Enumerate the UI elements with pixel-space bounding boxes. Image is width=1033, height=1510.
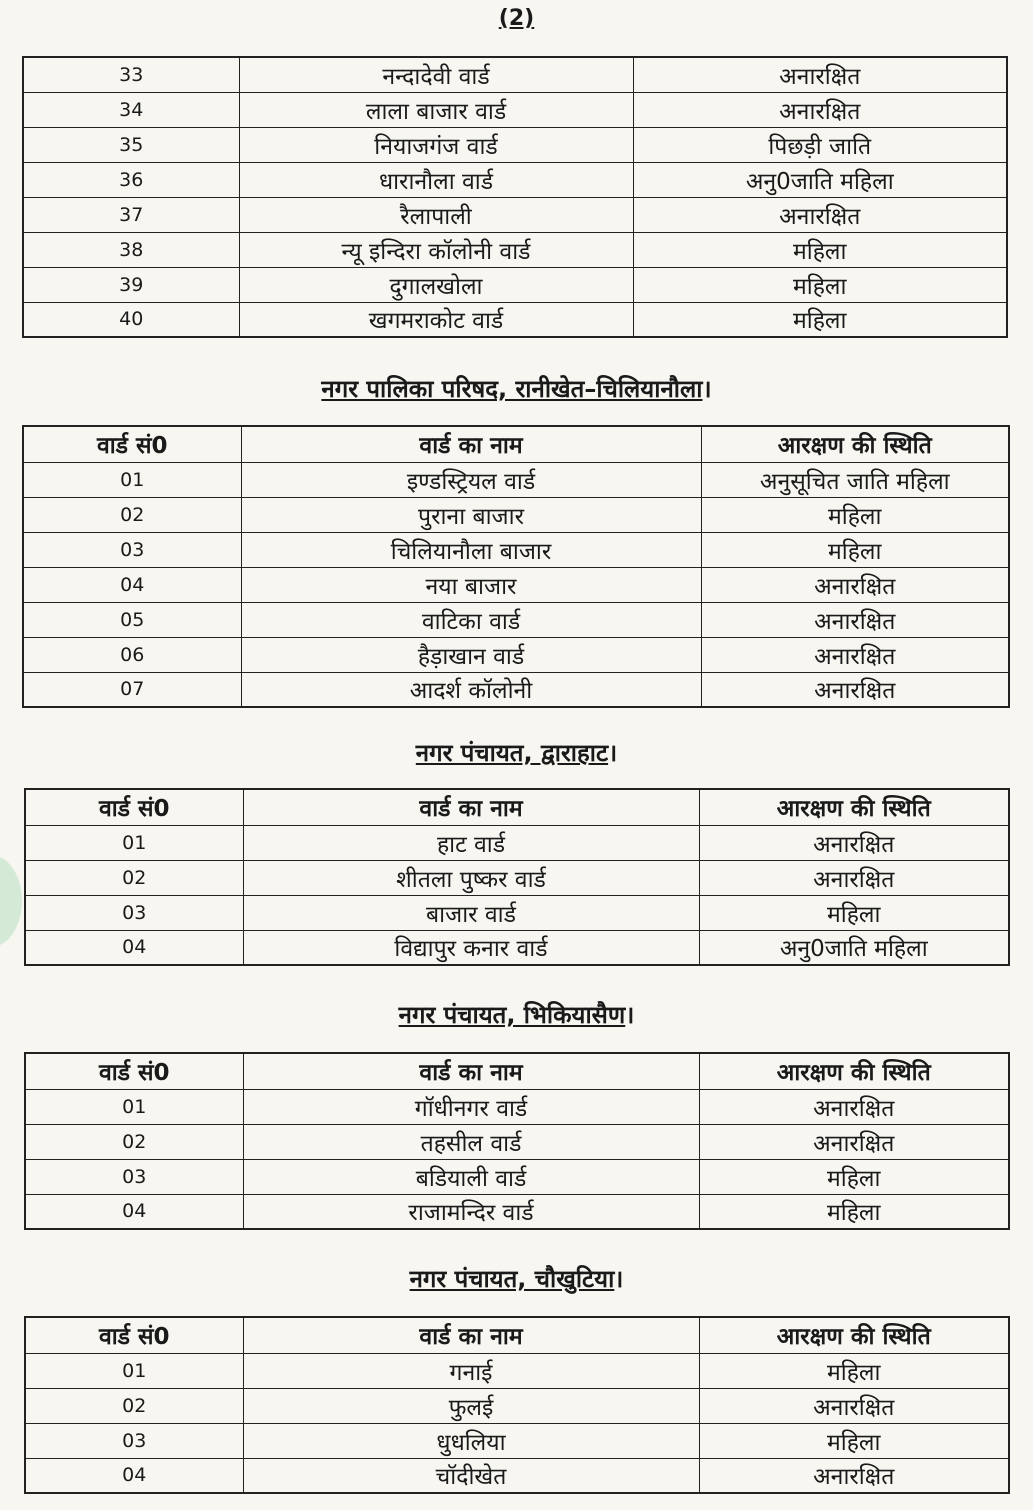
ward-number: 04 — [25, 930, 243, 965]
ward-name: राजामन्दिर वार्ड — [243, 1194, 699, 1229]
reservation-status: अनारक्षित — [699, 1089, 1009, 1124]
ward-number: 36 — [23, 162, 239, 197]
table-header-row — [23, 426, 1009, 462]
reservation-status: महिला — [699, 895, 1009, 930]
ward-name: नियाजगंज वार्ड — [239, 127, 633, 162]
table-row — [23, 197, 1007, 232]
ward-number: 03 — [25, 1423, 243, 1458]
table-row — [23, 302, 1007, 337]
page-number: (2) — [498, 6, 535, 31]
ward-number: 03 — [25, 895, 243, 930]
table-row — [23, 497, 1009, 532]
section-title: नगर पंचायत, चौखुटिया — [409, 1265, 615, 1293]
section-title: नगर पंचायत, भिकियासैण — [398, 1001, 626, 1029]
column-header-ward-name: वार्ड का नाम — [241, 426, 701, 462]
column-header-reservation: आरक्षण की स्थिति — [701, 426, 1009, 462]
table-row — [23, 92, 1007, 127]
column-header-reservation: आरक्षण की स्थिति — [699, 1053, 1009, 1089]
ward-number: 05 — [23, 602, 241, 637]
table-row — [23, 637, 1009, 672]
column-header-reservation: आरक्षण की स्थिति — [699, 1317, 1009, 1353]
column-header-ward-name: वार्ड का नाम — [243, 789, 699, 825]
table-row — [25, 1194, 1009, 1229]
table-row — [23, 127, 1007, 162]
ward-number: 38 — [23, 232, 239, 267]
ward-table-continued — [22, 56, 1008, 338]
reservation-status: अनारक्षित — [633, 92, 1007, 127]
table-row — [25, 1388, 1009, 1423]
ward-name: वाटिका वार्ड — [241, 602, 701, 637]
table-row — [23, 567, 1009, 602]
ward-number: 03 — [25, 1159, 243, 1194]
ward-number: 33 — [23, 57, 239, 92]
reservation-status: महिला — [699, 1194, 1009, 1229]
ward-number: 39 — [23, 267, 239, 302]
reservation-status: महिला — [699, 1353, 1009, 1388]
ward-table-dwarahat — [24, 788, 1010, 966]
ward-name: बाजार वार्ड — [243, 895, 699, 930]
table-row — [23, 57, 1007, 92]
reservation-status: अनारक्षित — [701, 637, 1009, 672]
reservation-status: महिला — [633, 267, 1007, 302]
ward-number: 01 — [23, 462, 241, 497]
table-row — [25, 1458, 1009, 1493]
ward-number: 04 — [25, 1194, 243, 1229]
table-row — [25, 1423, 1009, 1458]
ward-name: तहसील वार्ड — [243, 1124, 699, 1159]
ward-name: रैलापाली — [239, 197, 633, 232]
ward-name: शीतला पुष्कर वार्ड — [243, 860, 699, 895]
section-heading — [0, 372, 1033, 405]
table-row — [25, 930, 1009, 965]
section-title: नगर पालिका परिषद, रानीखेत–चिलियानौला — [321, 375, 703, 403]
ward-number: 07 — [23, 672, 241, 707]
ward-name: फुलई — [243, 1388, 699, 1423]
column-header-ward-no: वार्ड सं0 — [23, 426, 241, 462]
ward-name: चॉदीखेत — [243, 1458, 699, 1493]
table-row — [25, 1089, 1009, 1124]
ward-table-bhikiyasain — [24, 1052, 1010, 1230]
reservation-status: अनुसूचित जाति महिला — [701, 462, 1009, 497]
ward-table-ranikhet — [22, 425, 1010, 708]
ward-name: लाला बाजार वार्ड — [239, 92, 633, 127]
ward-name: धुधलिया — [243, 1423, 699, 1458]
ward-number: 02 — [25, 1388, 243, 1423]
ward-number: 01 — [25, 825, 243, 860]
table-row — [23, 532, 1009, 567]
ward-table-chaukhutiya — [24, 1316, 1010, 1494]
table-header-row — [25, 1053, 1009, 1089]
ward-number: 35 — [23, 127, 239, 162]
ward-name: नया बाजार — [241, 567, 701, 602]
table-row — [25, 1353, 1009, 1388]
table-row — [23, 602, 1009, 637]
ward-name: हैड़ाखान वार्ड — [241, 637, 701, 672]
reservation-status: महिला — [701, 497, 1009, 532]
reservation-status: अनारक्षित — [633, 197, 1007, 232]
ward-number: 02 — [23, 497, 241, 532]
reservation-status: महिला — [633, 302, 1007, 337]
reservation-status: अनारक्षित — [699, 860, 1009, 895]
reservation-status: अनु0जाति महिला — [699, 930, 1009, 965]
section-heading — [0, 1262, 1033, 1295]
ward-name: विद्यापुर कनार वार्ड — [243, 930, 699, 965]
danda: । — [614, 1265, 624, 1293]
ward-name: गनाई — [243, 1353, 699, 1388]
column-header-ward-name: वार्ड का नाम — [243, 1317, 699, 1353]
reservation-status: महिला — [701, 532, 1009, 567]
table-row — [23, 672, 1009, 707]
ward-number: 02 — [25, 1124, 243, 1159]
reservation-status: अनारक्षित — [699, 1124, 1009, 1159]
section-heading — [0, 998, 1033, 1031]
ward-number: 04 — [23, 567, 241, 602]
reservation-status: अनारक्षित — [701, 672, 1009, 707]
ward-name: आदर्श कॉलोनी — [241, 672, 701, 707]
reservation-status: अनारक्षित — [633, 57, 1007, 92]
ward-name: धारानौला वार्ड — [239, 162, 633, 197]
ward-number: 04 — [25, 1458, 243, 1493]
reservation-status: पिछड़ी जाति — [633, 127, 1007, 162]
table-row — [25, 895, 1009, 930]
reservation-status: महिला — [699, 1159, 1009, 1194]
ward-name: नन्दादेवी वार्ड — [239, 57, 633, 92]
table-row — [25, 860, 1009, 895]
ward-number: 02 — [25, 860, 243, 895]
ward-name: दुगालखोला — [239, 267, 633, 302]
column-header-ward-no: वार्ड सं0 — [25, 1053, 243, 1089]
ward-name: गॉधीनगर वार्ड — [243, 1089, 699, 1124]
table-row — [23, 267, 1007, 302]
reservation-status: महिला — [699, 1423, 1009, 1458]
reservation-status: अनारक्षित — [701, 602, 1009, 637]
column-header-reservation: आरक्षण की स्थिति — [699, 789, 1009, 825]
table-row — [23, 162, 1007, 197]
ward-name: हाट वार्ड — [243, 825, 699, 860]
table-row — [25, 825, 1009, 860]
section-title: नगर पंचायत, द्वाराहाट — [415, 739, 609, 767]
table-header-row — [25, 1317, 1009, 1353]
ward-name: पुराना बाजार — [241, 497, 701, 532]
table-row — [23, 462, 1009, 497]
ward-number: 34 — [23, 92, 239, 127]
ward-name: इण्डस्ट्रियल वार्ड — [241, 462, 701, 497]
reservation-status: अनारक्षित — [699, 825, 1009, 860]
table-row — [23, 232, 1007, 267]
ward-name: खगमराकोट वार्ड — [239, 302, 633, 337]
ward-number: 06 — [23, 637, 241, 672]
ward-number: 01 — [25, 1089, 243, 1124]
danda: । — [608, 739, 618, 767]
ward-number: 37 — [23, 197, 239, 232]
table-header-row — [25, 789, 1009, 825]
column-header-ward-name: वार्ड का नाम — [243, 1053, 699, 1089]
ward-name: चिलियानौला बाजार — [241, 532, 701, 567]
table-row — [25, 1159, 1009, 1194]
reservation-status: अनारक्षित — [699, 1458, 1009, 1493]
ward-number: 01 — [25, 1353, 243, 1388]
ward-name: बडियाली वार्ड — [243, 1159, 699, 1194]
section-heading — [0, 736, 1033, 769]
reservation-status: अनारक्षित — [701, 567, 1009, 602]
column-header-ward-no: वार्ड सं0 — [25, 1317, 243, 1353]
danda: । — [625, 1001, 635, 1029]
ward-number: 03 — [23, 532, 241, 567]
ward-number: 40 — [23, 302, 239, 337]
reservation-status: अनारक्षित — [699, 1388, 1009, 1423]
table-row — [25, 1124, 1009, 1159]
column-header-ward-no: वार्ड सं0 — [25, 789, 243, 825]
danda: । — [702, 375, 712, 403]
page-edge-mark — [0, 855, 22, 947]
ward-name: न्यू इन्दिरा कॉलोनी वार्ड — [239, 232, 633, 267]
reservation-status: अनु0जाति महिला — [633, 162, 1007, 197]
reservation-status: महिला — [633, 232, 1007, 267]
